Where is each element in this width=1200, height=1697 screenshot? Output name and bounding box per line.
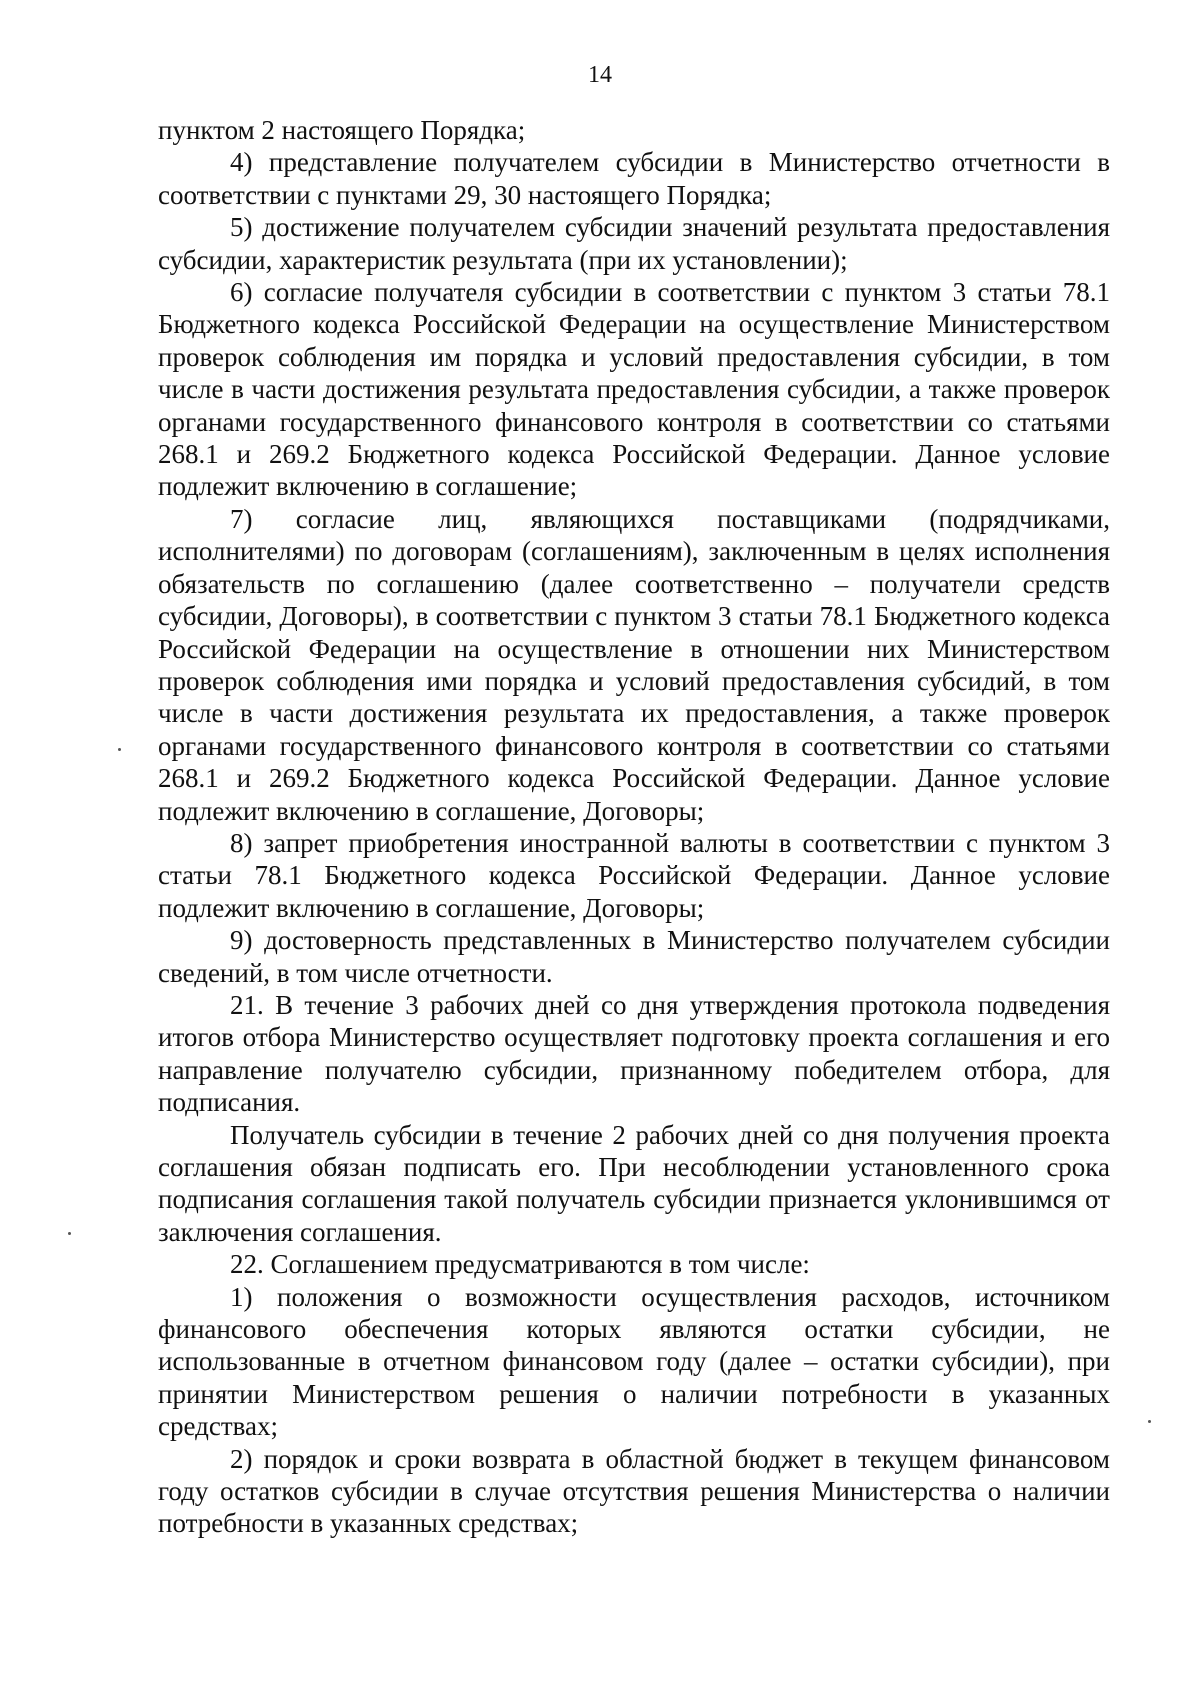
paragraph: 5) достижение получателем субсидии значений результата предоставления субсидии, характеристик результата (при их установлении); (158, 212, 1110, 275)
paragraph: 6) согласие получателя субсидии в соответствии с пунктом 3 статьи 78.1 Бюджетного кодекса Российской Федерации на осуществление Министерством проверок соблюдения им порядка и условий предоставления субсидии, в том числе в части достижения результата предоставления субсидии, а также проверок органами государственного финансового контроля в соответствии со статьями 268.1 и 269.2 Бюджетного кодекса Российской Федерации. Данное условие подлежит включению в соглашение; (158, 277, 1110, 502)
paragraph: 21. В течение 3 рабочих дней со дня утверждения протокола подведения итогов отбора Министерство осуществляет подготовку проекта соглашения и его направление получателю субсидии, признанному победителем отбора, для подписания. (158, 989, 1110, 1118)
paragraph: пунктом 2 настоящего Порядка; (158, 115, 526, 145)
page-number: 14 (588, 62, 612, 88)
paragraph: 1) положения о возможности осуществления расходов, источником финансового обеспечения которых являются остатки субсидии, не использованные в отчетном финансовом году (далее – остатки субсидии), при принятии Министерством решения о наличии потребности в указанных средствах; (158, 1281, 1110, 1442)
paragraph: 2) порядок и сроки возврата в областной бюджет в текущем финансовом году остатков субсидии в случае отсутствия решения Министерства о наличии потребности в указанных средствах; (158, 1443, 1110, 1539)
paragraph: 8) запрет приобретения иностранной валюты в соответствии с пунктом 3 статьи 78.1 Бюджетного кодекса Российской Федерации. Данное условие подлежит включению в соглашение, Договоры; (158, 827, 1110, 923)
paragraph: 4) представление получателем субсидии в Министерство отчетности в соответствии с пунктами 29, 30 настоящего Порядка; (158, 147, 1110, 210)
paragraph: Получатель субсидии в течение 2 рабочих дней со дня получения проекта соглашения обязан подписать его. При несоблюдении установленного срока подписания соглашения такой получатель субсидии признается уклонившимся от заключения соглашения. (158, 1119, 1110, 1247)
paragraph: 22. Соглашением предусматриваются в том числе: (230, 1249, 810, 1280)
scan-speck (118, 748, 121, 751)
document-body (158, 114, 1110, 1540)
scan-speck (1148, 1420, 1151, 1423)
paragraph: 7) согласие лиц, являющихся поставщиками (подрядчиками, исполнителями) по договорам (соглашениям), заключенным в целях исполнения обязательств по соглашению (далее соответственно – получатели средств субсидии, Договоры), в соответствии с пунктом 3 статьи 78.1 Бюджетного кодекса Российской Федерации на осуществление в отношении них Министерством проверок соблюдения ими порядка и условий предоставления субсидий, в том числе в части достижения результата их предоставления, а также проверок органами государственного финансового контроля в соответствии со статьями 268.1 и 269.2 Бюджетного кодекса Российской Федерации. Данное условие подлежит включению в соглашение, Договоры; (158, 503, 1110, 826)
paragraph: 9) достоверность представленных в Министерство получателем субсидии сведений, в том числе отчетности. (158, 925, 1110, 988)
scan-speck (68, 1232, 71, 1235)
